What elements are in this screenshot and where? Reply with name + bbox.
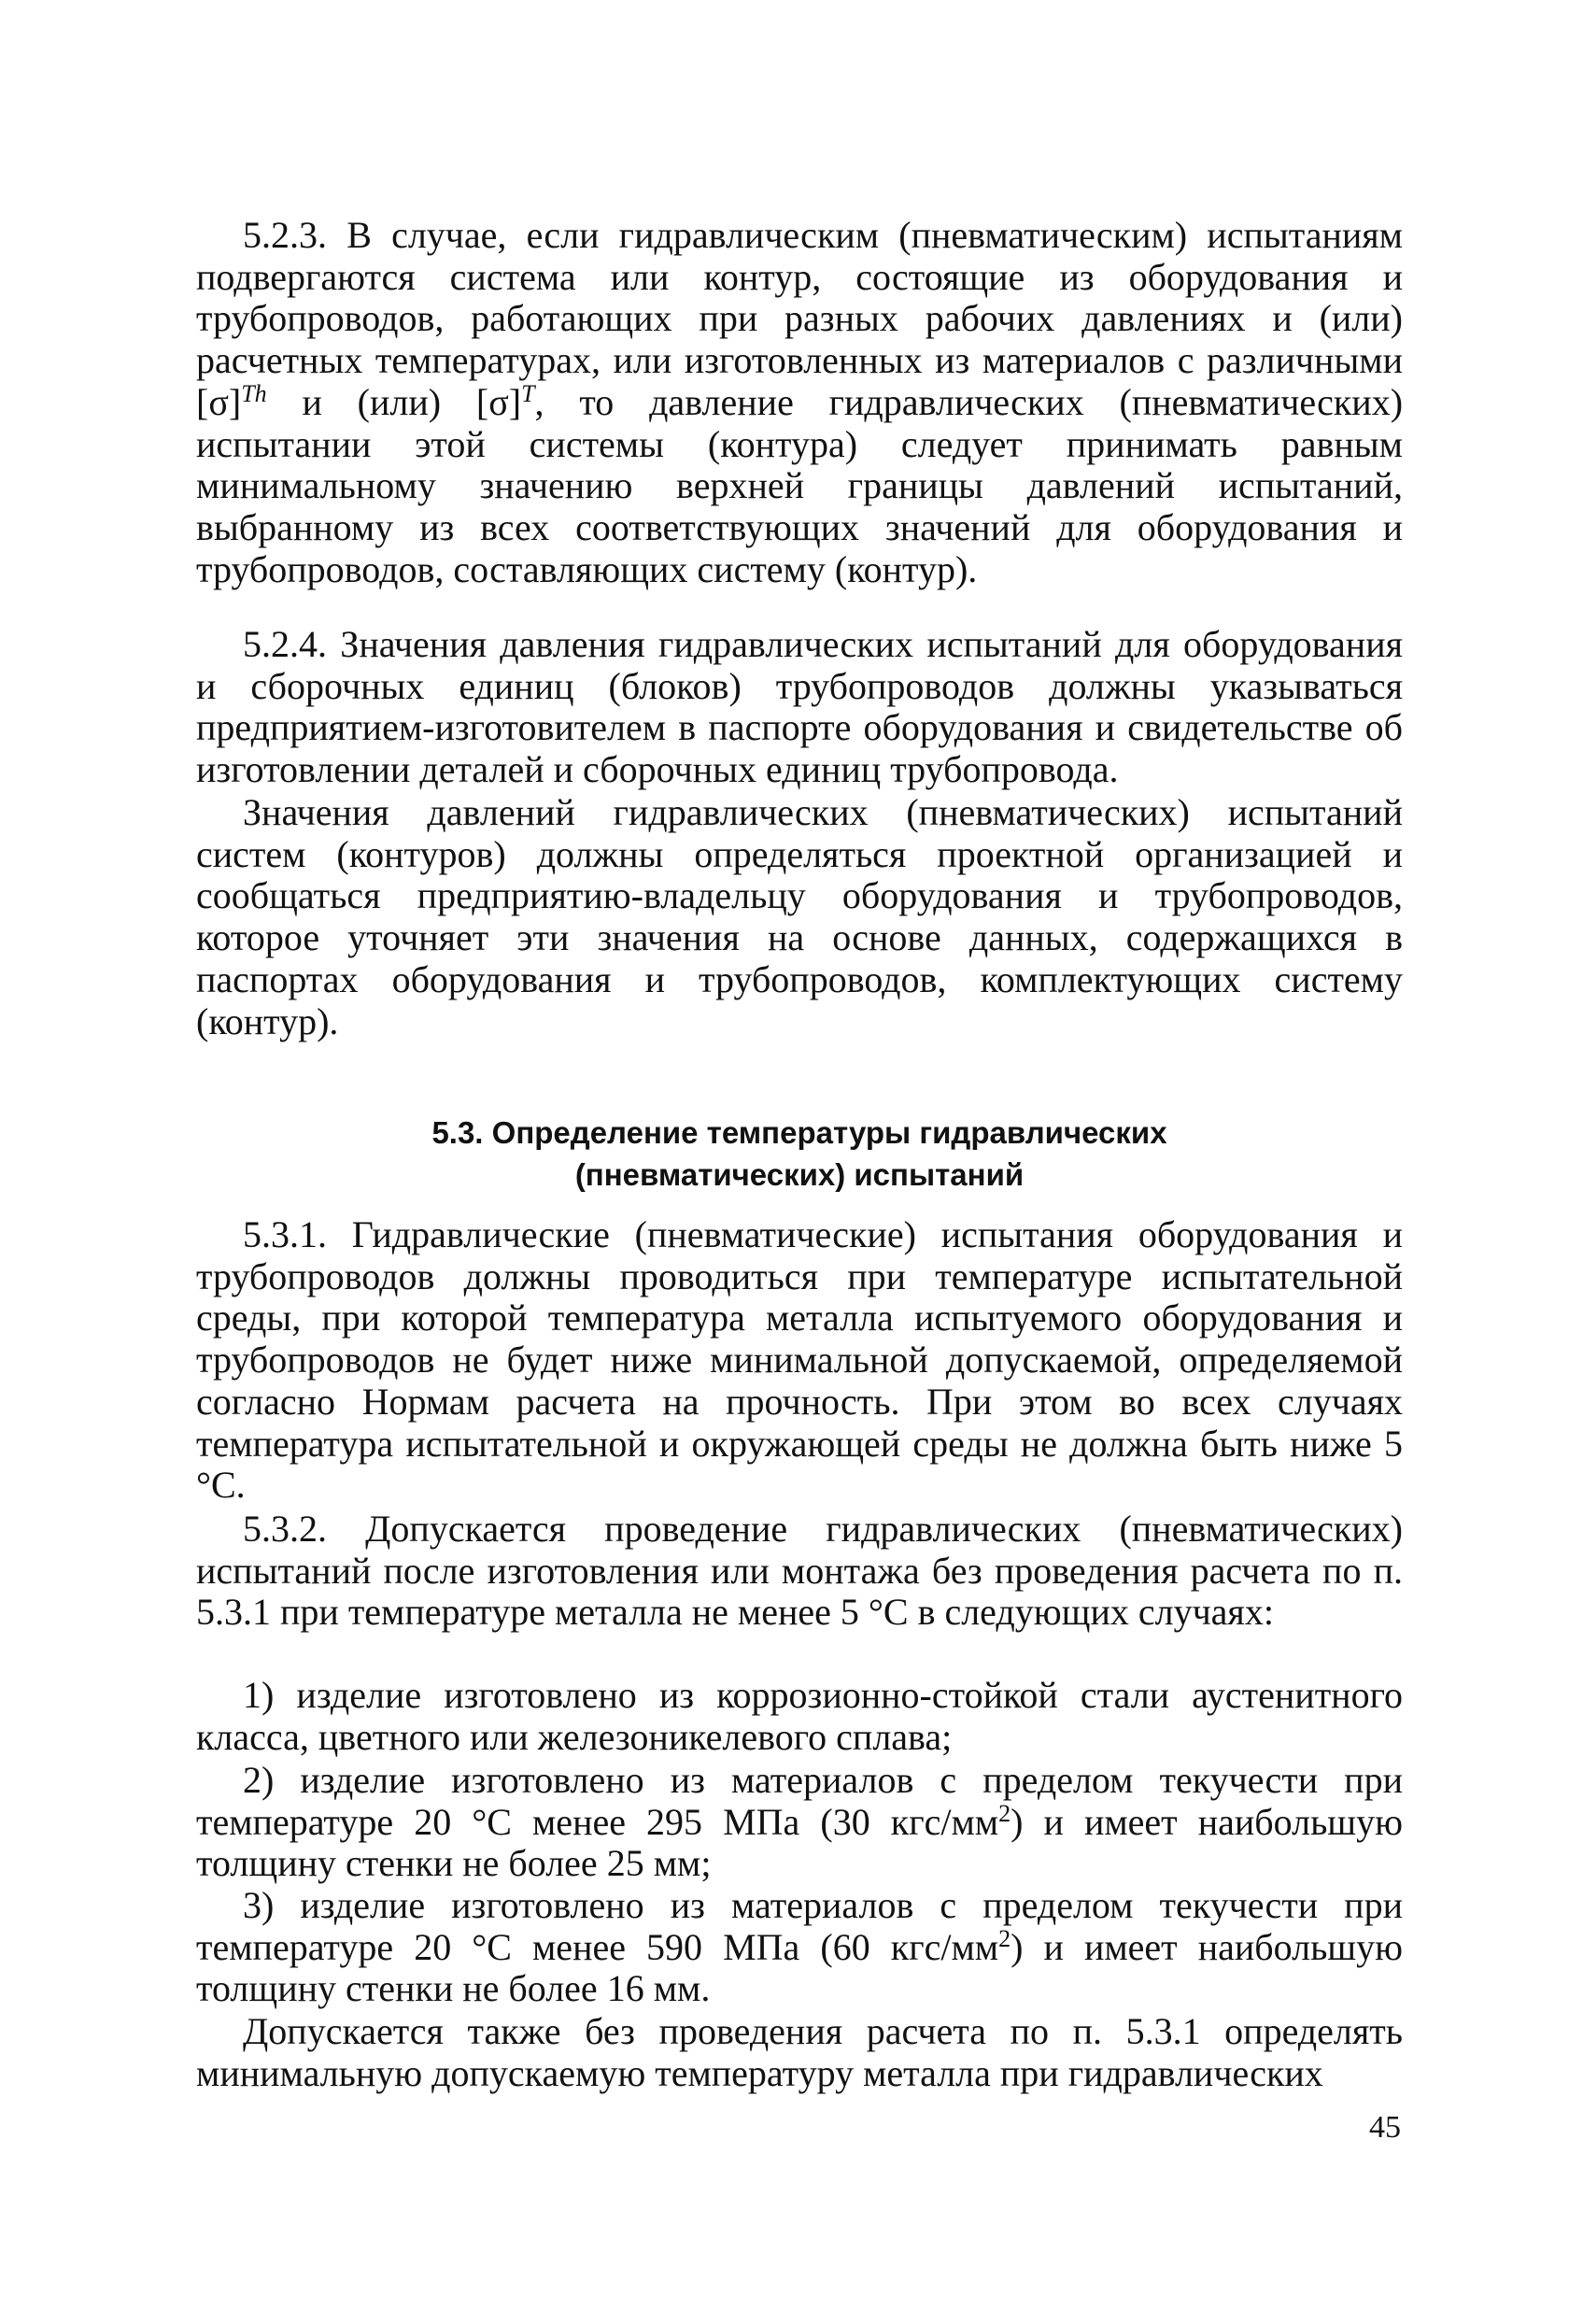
list-item-2 bbox=[196, 1760, 1403, 1885]
paragraph-final: Допускается также без проведения расчета по п. 5.3.1 определять минимальную допускаемую температуру металла при гидравлических bbox=[196, 2010, 1403, 2094]
list-item-1: 1) изделие изготовлено из коррозионно-стойкой стали аустенитного класса, цветного или железоникелевого сплава; bbox=[196, 1674, 1403, 1758]
section-heading-line-2: (пневматических) испытаний bbox=[574, 1157, 1025, 1192]
section-heading-line-1: 5.3. Определение температуры гидравлических bbox=[431, 1115, 1167, 1150]
paragraph-5-2-3 bbox=[196, 215, 1403, 590]
list-item-2-tail: ) и имеет наибольшую толщину стенки не более 25 мм; bbox=[196, 1800, 1403, 1885]
superscript-2: 2 bbox=[998, 1799, 1011, 1827]
superscript-t: T bbox=[521, 379, 535, 407]
section-heading-5-3 bbox=[196, 1112, 1403, 1196]
and-or-text: и (или) bbox=[302, 380, 442, 423]
list-item-3-text: 3) изделие изготовлено из материалов с пределом текучести при температуре 20 °С менее 590 МПа (60 кгс/мм bbox=[196, 1884, 1403, 1968]
superscript-2: 2 bbox=[998, 1924, 1011, 1952]
paragraph-5-3-2: 5.3.2. Допускается проведение гидравлических (пневматических) испытаний после изготовления или монтажа без проведения расчета по п. 5.3.1 при температуре металла не менее 5 °С в следующих случаях: bbox=[196, 1508, 1403, 1634]
paragraph-5-2-4-continued: Значения давлений гидравлических (пневматических) испытаний систем (контуров) должны определяться проектной организацией и сообщаться предприятию-владельцу оборудования и трубопроводов, которое уточняет эти значения на основе данных, содержащихся в паспортах оборудования и трубопроводов, комплектующих систему (контур). bbox=[196, 791, 1403, 1042]
paragraph-5-2-4: 5.2.4. Значения давления гидравлических испытаний для оборудования и сборочных единиц (блоков) трубопроводов должны указываться предприятием-изготовителем в паспорте оборудования и свидетельстве об изготовлении деталей и сборочных единиц трубопровода. bbox=[196, 623, 1403, 791]
paragraph-5-3-1: 5.3.1. Гидравлические (пневматические) испытания оборудования и трубопроводов должны проводиться при температуре испытательной среды, при которой температура металла испытуемого оборудования и трубопроводов не будет ниже минимальной допускаемой, определяемой согласно Нормам расчета на прочность. При этом во всех случаях температура испытательной и окружающей среды не должна быть ниже 5 °С. bbox=[196, 1213, 1403, 1507]
page-number: 45 bbox=[1369, 2110, 1401, 2145]
stress-formula bbox=[196, 381, 535, 423]
paragraph-5-2-3-text: 5.2.3. В случае, если гидравлическим (пневматическим) испытаниям подвергаются система или контур, состоящие из оборудования и трубопроводов, работающих при разных рабочих давлениях и (или) расчетных температурах, или изготовленных из материалов с различными bbox=[196, 214, 1403, 382]
list-item-3 bbox=[196, 1885, 1403, 2010]
superscript-th: Th bbox=[241, 379, 267, 407]
list-item-2-text: 2) изделие изготовлено из материалов с пределом текучести при температуре 20 °С менее 295 МПа (30 кгс/мм bbox=[196, 1759, 1403, 1843]
paragraph-5-2-3-continuation: , то давление гидравлических (пневматических) испытании этой системы (контура) следует принимать равным минимальному значению верхней границы давлений испытаний, выбранному из всех соответствующих значений для оборудования и трубопроводов, составляющих систему (контур). bbox=[196, 380, 1404, 590]
sigma-symbol-2: [σ] bbox=[475, 380, 522, 423]
sigma-symbol-1: [σ] bbox=[196, 380, 242, 423]
list-item-3-tail: ) и имеет наибольшую толщину стенки не более 16 мм. bbox=[196, 1925, 1403, 2010]
